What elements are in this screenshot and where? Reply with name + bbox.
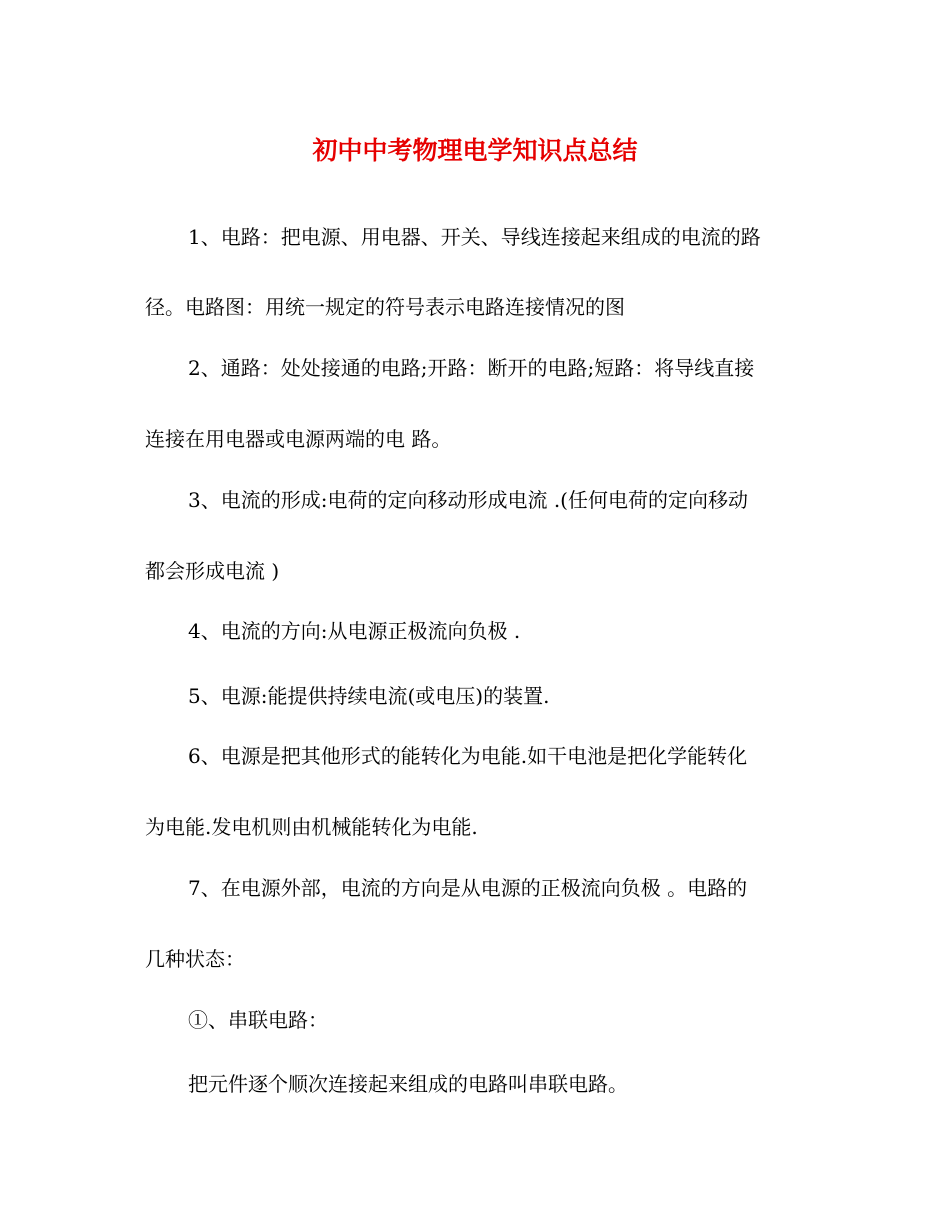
text-line: 径。电路图：用统一规定的符号表示电路连接情况的图 [145,295,625,319]
text-line: 连接在用电器或电源两端的电 路。 [145,427,452,451]
text-line: 为电能.发电机则由机械能转化为电能. [145,815,478,839]
text-line: 7、在电源外部，电流的方向是从电源的正极流向负极 。电路的 [188,876,748,900]
text-line: 6、电源是把其他形式的能转化为电能.如干电池是把化学能转化 [188,744,748,768]
text-line: 1、电路：把电源、用电器、开关、导线连接起来组成的电流的路 [188,225,761,249]
text-line: 4、电流的方向:从电源正极流向负极 . [188,619,521,643]
text-line: 2、通路：处处接通的电路;开路：断开的电路;短路：将导线直接 [188,356,755,380]
document-title: 初中中考物理电学知识点总结 [312,136,638,165]
text-line: 把元件逐个顺次连接起来组成的电路叫串联电路。 [188,1072,628,1096]
text-line: 3、电流的形成:电荷的定向移动形成电流 .(任何电荷的定向移动 [188,488,748,512]
text-line: 5、电源:能提供持续电流(或电压)的装置. [188,684,550,708]
text-line: 几种状态： [145,947,245,971]
text-line: ①、串联电路： [188,1008,328,1032]
text-line: 都会形成电流 ) [145,559,280,583]
